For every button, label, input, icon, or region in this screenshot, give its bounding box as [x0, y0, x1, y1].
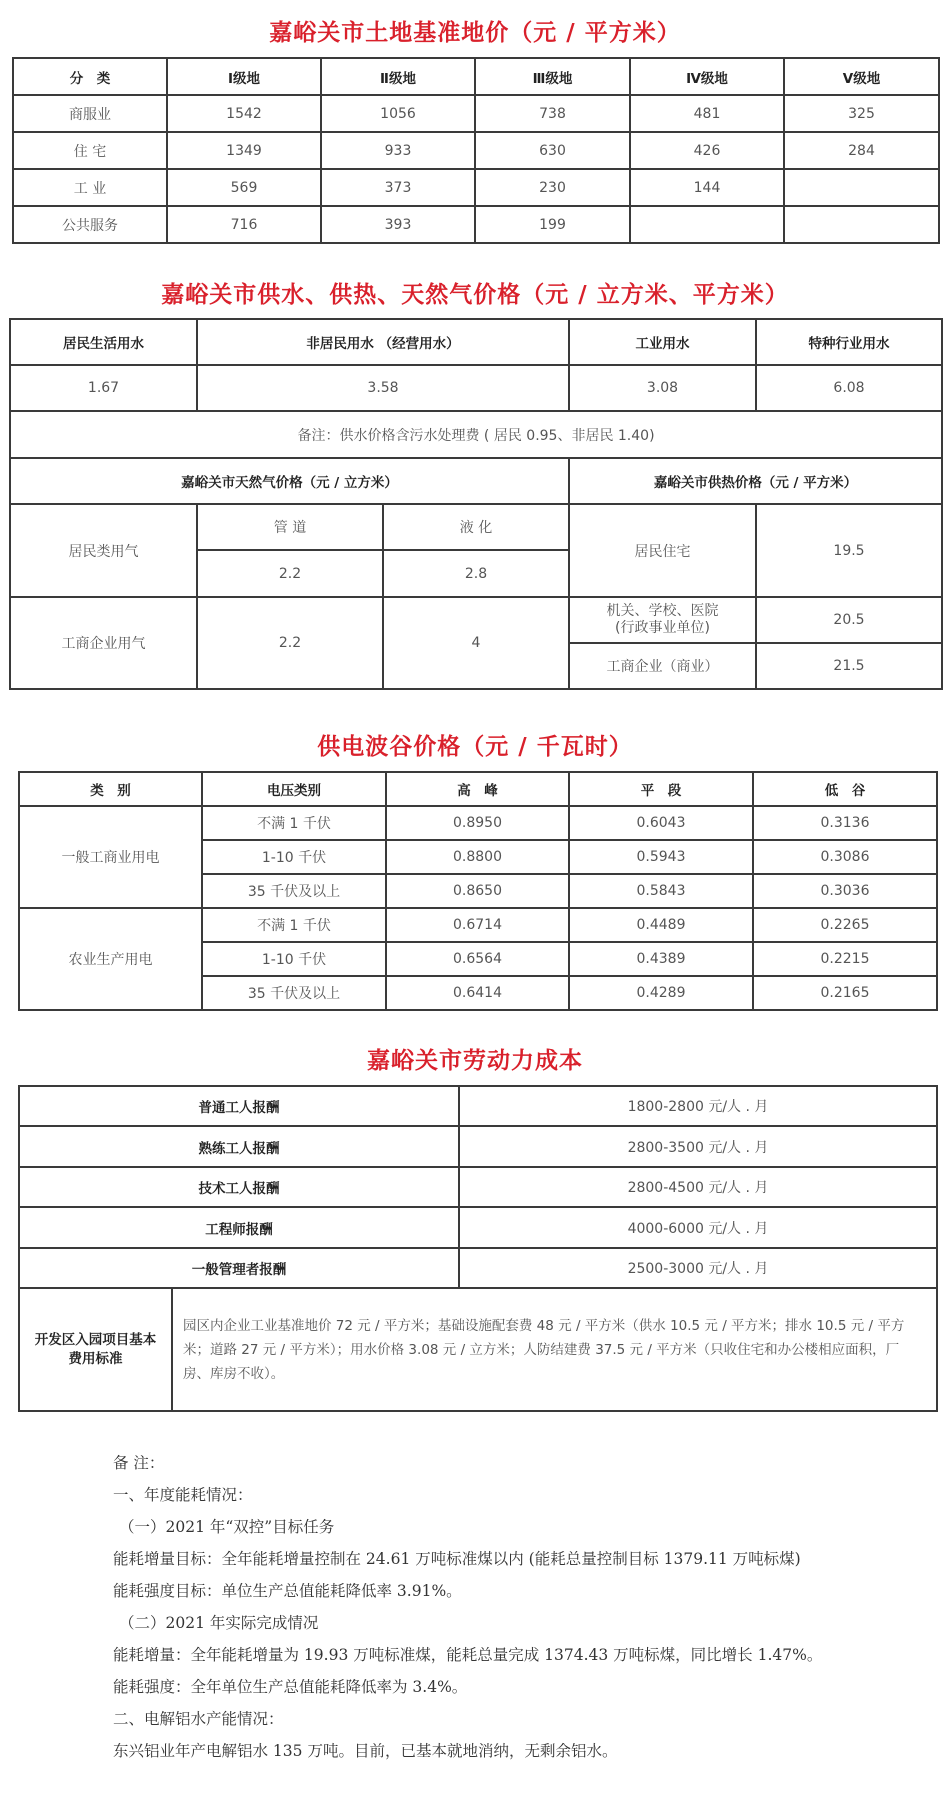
heat-label-line: (行政事业单位) [615, 620, 710, 636]
gas-value-cell: 2.2 [197, 550, 383, 597]
water-note-row [10, 411, 942, 458]
value-cell: 373 [321, 169, 475, 206]
value-cell: 325 [784, 95, 939, 132]
heat-value-cell: 21.5 [756, 643, 942, 689]
note-line: （二）2021 年实际完成情况 [119, 1614, 319, 1632]
header-cell: 低 谷 [753, 772, 937, 806]
header-cell: 高 峰 [386, 772, 569, 806]
heat-value-cell: 20.5 [756, 597, 942, 643]
value-cell: 3.08 [569, 365, 756, 411]
header-cell: 居民生活用水 [10, 319, 197, 365]
gas-type-cell: 管 道 [197, 504, 383, 550]
labor-value-cell: 2800-4500 元/人 . 月 [459, 1167, 937, 1207]
heat-label-line: 机关、学校、医院 [606, 603, 719, 619]
value-cell: 3.58 [197, 365, 569, 411]
voltage-cell: 不满 1 千伏 [202, 806, 386, 840]
value-cell: 144 [630, 169, 784, 206]
header-cell: Ⅲ级地 [475, 58, 630, 95]
peak-cell: 0.6714 [386, 908, 569, 942]
flat-cell: 0.4289 [569, 976, 753, 1010]
category-cell: 公共服务 [13, 206, 167, 243]
gas-value-cell: 2.2 [197, 597, 383, 689]
table-row [10, 597, 942, 643]
electricity-header-row [19, 772, 937, 806]
header-cell: 分 类 [13, 58, 167, 95]
table-row [19, 1167, 937, 1207]
gas-heat-title-row [10, 458, 942, 504]
note-line: 二、电解铝水产能情况： [113, 1710, 284, 1728]
notes-section [113, 1447, 943, 1767]
fee-label-line: 费用标准 [68, 1350, 123, 1367]
heat-price-subtitle: 嘉峪关市供热价格（元 / 平方米） [569, 458, 942, 504]
header-cell: Ⅱ级地 [321, 58, 475, 95]
gas-value-cell: 4 [383, 597, 569, 689]
value-cell [784, 206, 939, 243]
land-price-title: 嘉峪关市土地基准地价（元 / 平方米） [269, 19, 681, 46]
table-row [13, 206, 939, 243]
peak-cell: 0.8800 [386, 840, 569, 874]
note-line: 能耗增量：全年能耗增量为 19.93 万吨标准煤，能耗总量完成 1374.43 万吨标煤，同比增长 1.47%。 [113, 1646, 823, 1664]
value-cell: 1.67 [10, 365, 197, 411]
heat-category-cell: 工商企业（商业） [569, 643, 756, 689]
voltage-cell: 1-10 千伏 [202, 840, 386, 874]
fee-label-line: 开发区入园项目基本 [34, 1331, 157, 1348]
value-cell: 6.08 [756, 365, 942, 411]
water-note: 备注：供水价格含污水处理费 ( 居民 0.95、非居民 1.40) [10, 411, 942, 458]
labor-label-cell: 一般管理者报酬 [19, 1248, 459, 1288]
fee-standard-label [19, 1288, 172, 1411]
note-line: （一）2021 年“双控”目标任务 [119, 1518, 335, 1536]
value-cell: 1056 [321, 95, 475, 132]
valley-cell: 0.2265 [753, 908, 937, 942]
value-cell: 1542 [167, 95, 321, 132]
land-price-table [12, 57, 940, 244]
gas-value-cell: 2.8 [383, 550, 569, 597]
value-cell: 569 [167, 169, 321, 206]
note-line: 东兴铝业年产电解铝水 135 万吨。目前，已基本就地消纳，无剩余铝水。 [113, 1742, 618, 1760]
land-price-header-row [13, 58, 939, 95]
voltage-cell: 35 千伏及以上 [202, 874, 386, 908]
value-cell: 1349 [167, 132, 321, 169]
header-cell: 特种行业用水 [756, 319, 942, 365]
value-cell: 481 [630, 95, 784, 132]
category-cell: 工 业 [13, 169, 167, 206]
table-row [10, 504, 942, 550]
header-cell: Ⅳ级地 [630, 58, 784, 95]
utilities-table [9, 318, 943, 690]
value-cell: 716 [167, 206, 321, 243]
heat-category-cell [569, 597, 756, 643]
labor-value-cell: 1800-2800 元/人 . 月 [459, 1086, 937, 1126]
note-line: 能耗增量目标：全年能耗增量控制在 24.61 万吨标准煤以内 (能耗总量控制目标 1379.11 万吨标煤) [113, 1550, 801, 1568]
header-cell: 平 段 [569, 772, 753, 806]
heat-value-cell: 19.5 [756, 504, 942, 597]
note-line: 能耗强度：全年单位生产总值能耗降低率为 3.4%。 [113, 1678, 468, 1696]
header-cell: Ⅰ级地 [167, 58, 321, 95]
peak-cell: 0.8950 [386, 806, 569, 840]
value-cell: 426 [630, 132, 784, 169]
labor-table [18, 1085, 938, 1412]
peak-cell: 0.6564 [386, 942, 569, 976]
valley-cell: 0.3036 [753, 874, 937, 908]
labor-label-cell: 普通工人报酬 [19, 1086, 459, 1126]
valley-cell: 0.3086 [753, 840, 937, 874]
water-value-row [10, 365, 942, 411]
fee-standard-row [19, 1288, 937, 1411]
flat-cell: 0.5843 [569, 874, 753, 908]
note-line: 一、年度能耗情况： [113, 1486, 253, 1504]
header-cell: 非居民用水 （经营用水） [197, 319, 569, 365]
table-row [19, 1248, 937, 1288]
table-row [13, 95, 939, 132]
category-cell: 住 宅 [13, 132, 167, 169]
value-cell: 199 [475, 206, 630, 243]
header-cell: 类 别 [19, 772, 202, 806]
gas-type-cell: 液 化 [383, 504, 569, 550]
flat-cell: 0.4489 [569, 908, 753, 942]
table-row [13, 169, 939, 206]
labor-label-cell: 熟练工人报酬 [19, 1126, 459, 1167]
water-header-row [10, 319, 942, 365]
value-cell: 630 [475, 132, 630, 169]
table-row [19, 908, 937, 942]
labor-value-cell: 2500-3000 元/人 . 月 [459, 1248, 937, 1288]
value-cell [630, 206, 784, 243]
value-cell: 393 [321, 206, 475, 243]
heat-category-cell: 居民住宅 [569, 504, 756, 597]
labor-value-cell: 4000-6000 元/人 . 月 [459, 1207, 937, 1248]
table-row [19, 1126, 937, 1167]
gas-price-subtitle: 嘉峪关市天然气价格（元 / 立方米） [10, 458, 569, 504]
header-cell: Ⅴ级地 [784, 58, 939, 95]
valley-cell: 0.2215 [753, 942, 937, 976]
header-cell: 电压类别 [202, 772, 386, 806]
table-row [19, 1207, 937, 1248]
peak-cell: 0.8650 [386, 874, 569, 908]
valley-cell: 0.2165 [753, 976, 937, 1010]
value-cell: 933 [321, 132, 475, 169]
note-line: 能耗强度目标：单位生产总值能耗降低率 3.91%。 [113, 1582, 462, 1600]
valley-cell: 0.3136 [753, 806, 937, 840]
value-cell: 230 [475, 169, 630, 206]
labor-value-cell: 2800-3500 元/人 . 月 [459, 1126, 937, 1167]
fee-standard-text: 园区内企业工业基准地价 72 元 / 平方米；基础设施配套费 48 元 / 平方米（供水 10.5 元 / 平方米；排水 10.5 元 / 平方米；道路 27 元 / 平方米）；用水价格 3.08 元 / 立方米；人防结建费 37.5 元 / 平方米（只收住宅和办公楼相应面积，厂房、库房不收）。 [172, 1288, 937, 1411]
gas-category-cell: 工商企业用气 [10, 597, 197, 689]
table-row [13, 132, 939, 169]
labor-title: 嘉峪关市劳动力成本 [367, 1047, 583, 1074]
flat-cell: 0.4389 [569, 942, 753, 976]
flat-cell: 0.5943 [569, 840, 753, 874]
value-cell: 738 [475, 95, 630, 132]
flat-cell: 0.6043 [569, 806, 753, 840]
voltage-cell: 不满 1 千伏 [202, 908, 386, 942]
voltage-cell: 1-10 千伏 [202, 942, 386, 976]
category-cell: 农业生产用电 [19, 908, 202, 1010]
electricity-title: 供电波谷价格（元 / 千瓦时） [317, 733, 633, 760]
peak-cell: 0.6414 [386, 976, 569, 1010]
utilities-title: 嘉峪关市供水、供热、天然气价格（元 / 立方米、平方米） [161, 281, 789, 308]
labor-label-cell: 工程师报酬 [19, 1207, 459, 1248]
header-cell: 工业用水 [569, 319, 756, 365]
table-row [19, 1086, 937, 1126]
note-line: 备 注： [113, 1454, 165, 1472]
labor-label-cell: 技术工人报酬 [19, 1167, 459, 1207]
value-cell: 284 [784, 132, 939, 169]
category-cell: 一般工商业用电 [19, 806, 202, 908]
electricity-table [18, 771, 938, 1011]
voltage-cell: 35 千伏及以上 [202, 976, 386, 1010]
gas-category-cell: 居民类用气 [10, 504, 197, 597]
category-cell: 商服业 [13, 95, 167, 132]
value-cell [784, 169, 939, 206]
table-row [19, 806, 937, 840]
